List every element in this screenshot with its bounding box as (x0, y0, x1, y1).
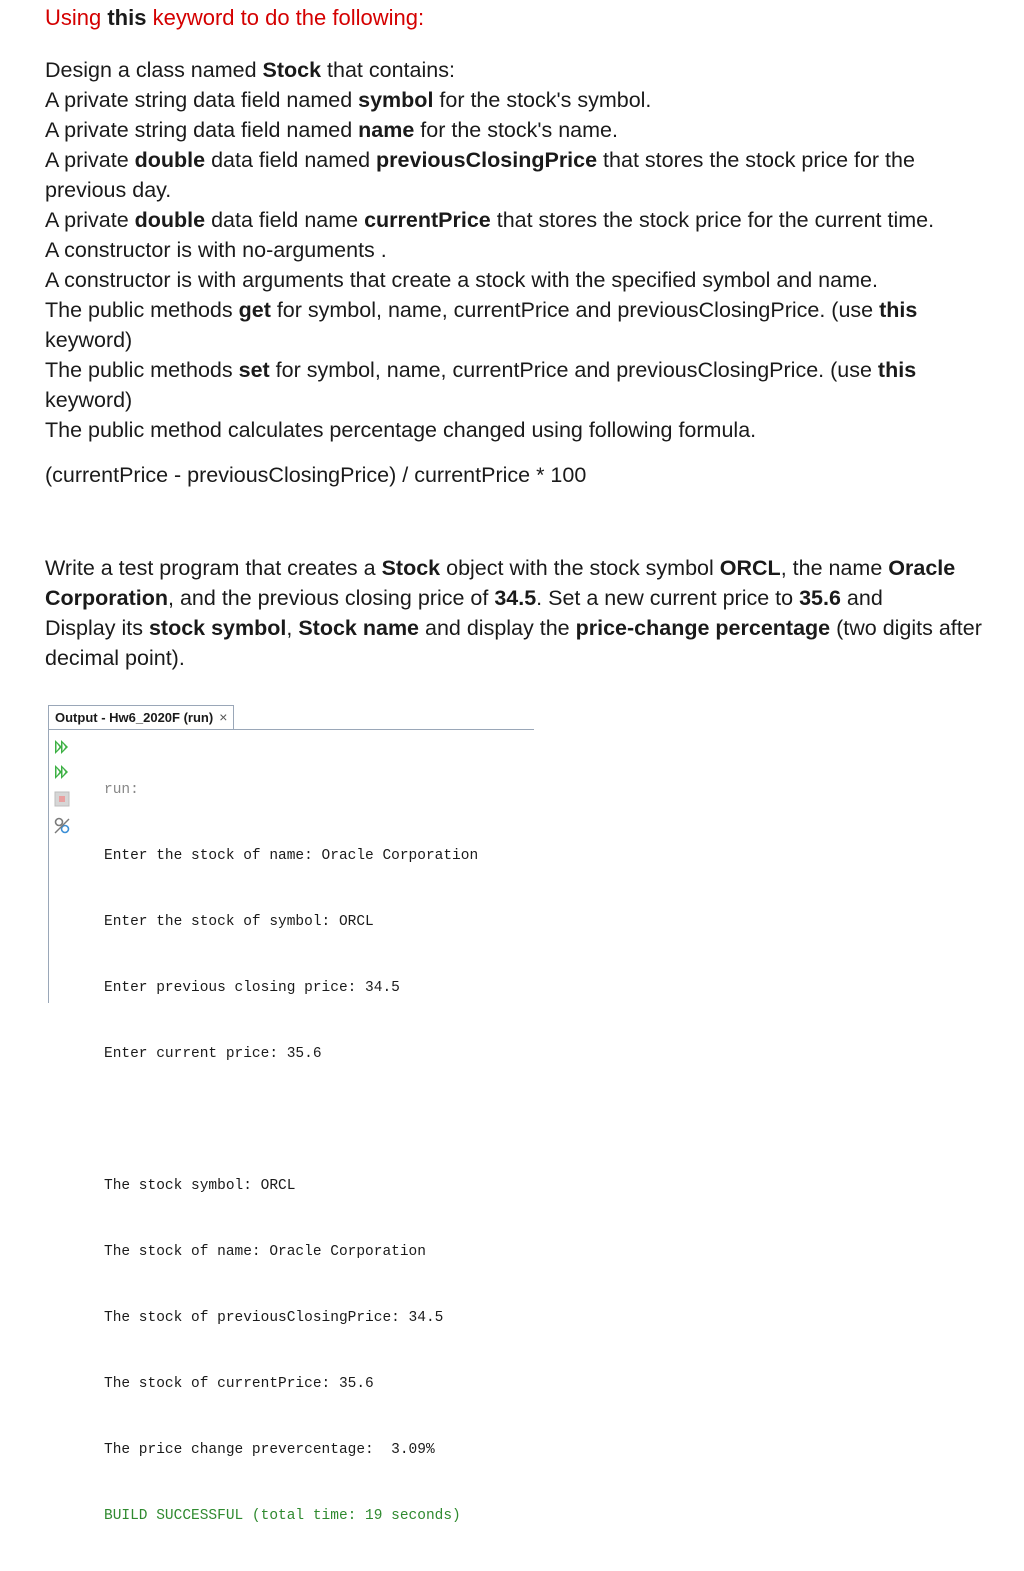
console-line: Enter current price: 35.6 (104, 1046, 322, 1062)
console-line: The stock symbol: ORCL (104, 1178, 296, 1194)
tab-label: Output - Hw6_2020F (run) (55, 710, 214, 725)
req-line-previous-day: previous day. (45, 178, 172, 202)
build-status: BUILD SUCCESSFUL (total time: 19 seconds) (104, 1508, 461, 1524)
console-line: Enter the stock of symbol: ORCL (104, 914, 374, 930)
console-line: Enter the stock of name: Oracle Corporation (104, 848, 479, 864)
req-line-class: Design a class named Stock that contains: (45, 58, 455, 82)
console-blank-line (104, 1109, 478, 1131)
test-line-2: Corporation, and the previous closing price of 34.5. Set a new current price to 35.6 and (45, 586, 883, 610)
req-line-constructor-noargs: A constructor is with no-arguments . (45, 238, 387, 262)
req-line-percentage: The public method calculates percentage changed using following formula. (45, 418, 757, 442)
close-icon[interactable]: × (219, 709, 228, 725)
req-line-constructor-args: A constructor is with arguments that create a stock with the specified symbol and name. (45, 268, 878, 292)
requirements-paragraph (45, 55, 1000, 445)
console-line: The stock of currentPrice: 35.6 (104, 1376, 374, 1392)
formula: (currentPrice - previousClosingPrice) / currentPrice * 100 (45, 463, 587, 487)
req-line-getters: The public methods get for symbol, name, currentPrice and previousClosingPrice. (use this (45, 298, 918, 322)
run-icon[interactable] (53, 738, 71, 756)
req-line-current-price: A private double data field name currentPrice that stores the stock price for the current time. (45, 208, 935, 232)
console-line: run: (104, 782, 139, 798)
page-heading: Using this keyword to do the following: (45, 5, 425, 30)
test-line-4: decimal point). (45, 646, 185, 670)
req-line-symbol: A private string data field named symbol for the stock's symbol. (45, 88, 652, 112)
console-line: The stock of name: Oracle Corporation (104, 1244, 426, 1260)
console-output (104, 735, 478, 1571)
tab-output-run[interactable] (48, 705, 234, 729)
test-paragraph (45, 553, 1000, 673)
req-line-name: A private string data field named name for the stock's name. (45, 118, 618, 142)
console-line: Enter previous closing price: 34.5 (104, 980, 400, 996)
req-line-getters-cont: keyword) (45, 328, 133, 352)
stop-icon[interactable] (53, 790, 71, 808)
req-line-setters: The public methods set for symbol, name, currentPrice and previousClosingPrice. (use this (45, 358, 917, 382)
rerun-icon[interactable] (53, 763, 71, 781)
console-line: The price change prevercentage: 3.09% (104, 1442, 435, 1458)
output-window (48, 703, 534, 1524)
output-tabbar (48, 703, 534, 730)
settings-icon[interactable] (53, 817, 71, 835)
output-gutter (48, 730, 73, 1003)
req-line-previous-price: A private double data field named previousClosingPrice that stores the stock price for the (45, 148, 915, 172)
req-line-setters-cont: keyword) (45, 388, 133, 412)
test-line-3: Display its stock symbol, Stock name and display the price-change percentage (two digits after (45, 616, 982, 640)
console-line: The stock of previousClosingPrice: 34.5 (104, 1310, 444, 1326)
test-line-1: Write a test program that creates a Stock object with the stock symbol ORCL, the name Oracle (45, 556, 956, 580)
